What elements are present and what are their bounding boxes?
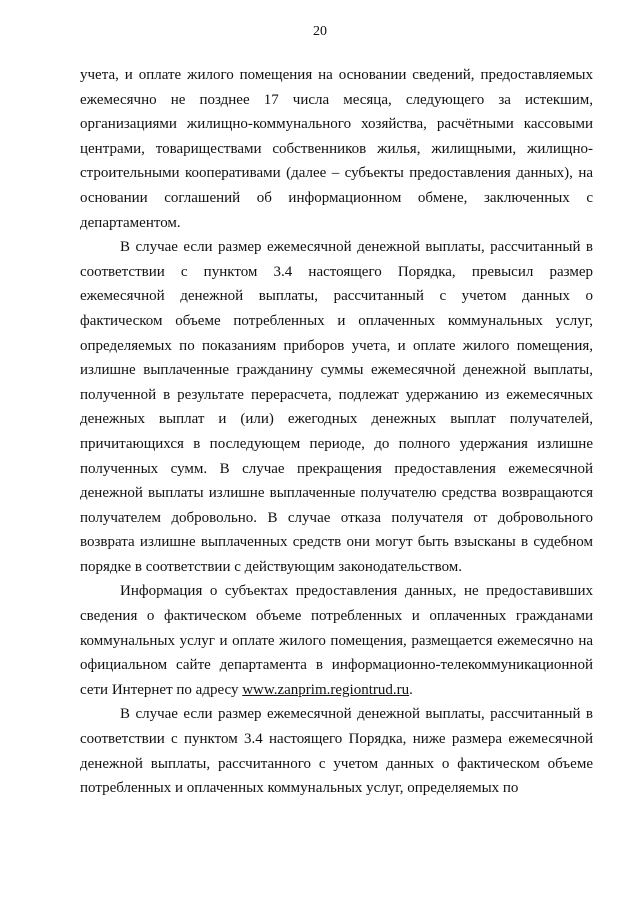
paragraph-information-text: Информация о субъектах предоставления данных, не предоставивших сведения о фактическом объеме потребленных и оплаченных гражданами коммунальных услуг и оплате жилого помещения, размещается ежемесячно на официальном сайте департамента в информационно-телекоммуникационной сети Интернет по адресу [80,583,593,698]
website-link[interactable]: www.zanprim.regiontrud.ru [242,681,410,698]
paragraph-overpayment: В случае если размер ежемесячной денежной выплаты, рассчитанный в соответствии с пунктом 3.4 настоящего Порядка, превысил размер ежемесячной денежной выплаты, рассчитанный с учетом данных о фактическом объеме потребленных и оплаченных коммунальных услуг, определяемых по показаниям приборов учета, и оплате жилого помещения, излишне выплаченные гражданину суммы ежемесячной денежной выплаты, полученной в результате перерасчета, подлежат удержанию из ежемесячных денежных выплат и (или) ежегодных денежных выплат получателей, причитающихся в последующем периоде, до полного удержания излишне полученных сумм. В случае прекращения предоставления ежемесячной денежной выплаты излишне выплаченные получателю средства возвращаются получателем добровольно. В случае отказа получателя от добровольного возврата излишне выплаченных средств они могут быть взысканы в судебном порядке в соответствии с действующим законодательством. [80,239,593,575]
paragraph-information-end: . [409,681,413,698]
document-body [80,63,593,801]
page-number: 20 [313,24,327,39]
paragraph-underpayment: В случае если размер ежемесячной денежной выплаты, рассчитанный в соответствии с пунктом 3.4 настоящего Порядка, ниже размера ежемесячной денежной выплаты, рассчитанного с учетом данных о фактическом объеме потребленных и оплаченных коммунальных услуг, определяемых по [80,706,593,797]
paragraph-information [80,579,593,702]
paragraph-continuation: учета, и оплате жилого помещения на основании сведений, предоставляемых ежемесячно не позднее 17 числа месяца, следующего за истекшим, организациями жилищно-коммунального хозяйства, расчётными кассовыми центрами, товариществами собственников жилья, жилищными, жилищно-строительными кооперативами (далее – субъекты предоставления данных), на основании соглашений об информационном обмене, заключенных с департаментом. [80,67,593,231]
